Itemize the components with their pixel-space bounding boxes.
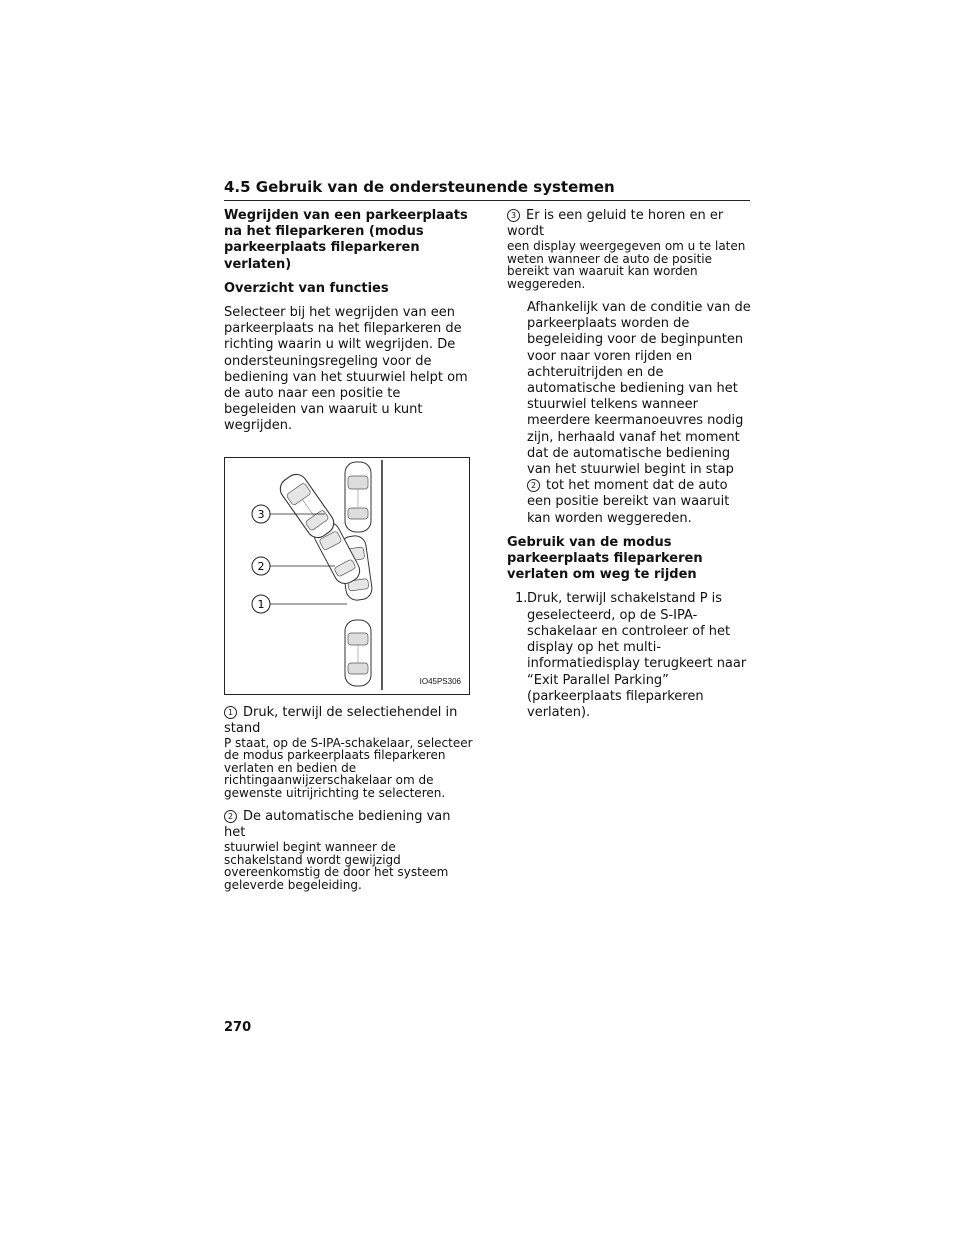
callout-2: 2 [257,559,265,573]
list-item-number: 1. [515,591,528,607]
usage-heading: Gebruik van de modus parkeerplaats fileparkeren verlaten om weg te rijden [507,534,703,583]
right-column [507,208,752,721]
note-paragraph [527,300,752,527]
intro-paragraph: Selecteer bij het wegrijden van een parkeerplaats na het fileparkeren de richting waarin u wilt wegrijden. De ondersteuningsregeling voor de bediening van het stuurwiel helpt om de auto naar een positie te begeleiden van waaruit u kunt wegrijden. [224,305,468,434]
note-text-part2: tot het moment dat de auto een positie bereikt van waaruit kan worden weggereden. [527,478,730,526]
step-1-number: 1 [224,706,237,719]
parked-car-front [345,462,371,532]
step-1 [224,705,474,799]
callout-3: 3 [257,507,265,521]
step-2 [224,809,474,891]
subheading: Overzicht van functies [224,280,389,296]
section-heading: Wegrijden van een parkeerplaats na het fileparkeren (modus parkeerplaats fileparkeren verlaten) [224,208,468,272]
page-number: 270 [224,1020,252,1035]
step-3-number: 3 [507,209,520,222]
step-1-text-rest: P staat, op de S-IPA-schakelaar, selecteer de modus parkeerplaats fileparkeren verlaten en bedien de richtingaanwijzerschakelaar om de gewenste uitrijrichting te selecteren. [224,736,473,800]
section-header: 4.5 Gebruik van de ondersteunende systemen [224,178,750,201]
note-text-part1: Afhankelijk van de conditie van de parkeerplaats worden de begeleiding voor de beginpunten voor naar voren rijden en achteruitrijden en de automatische bediening van het stuurwiel telkens wanneer meerdere keermanoeuvres nodig zijn, herhaald vanaf het moment dat de automatische bediening van het stuurwiel begint in stap [527,300,751,478]
step-3-text-rest: een display weergegeven om u te laten weten wanneer de auto de positie bereikt van waaruit kan worden weggereden. [507,239,746,291]
step-2-text-rest: stuurwiel begint wanneer de schakelstand wordt gewijzigd overeenkomstig de door het systeem geleverde begeleiding. [224,840,449,892]
step-2-number: 2 [224,810,237,823]
step-3 [507,208,752,290]
step-2-text-first: De automatische bediening van het [224,809,451,841]
parked-car-rear [345,620,371,686]
step-3-text-first: Er is een geluid te horen en er wordt [507,208,724,240]
list-item-1 [507,591,752,721]
figure-code: IO45PS306 [419,677,461,687]
car-position-3 [276,470,338,542]
parking-illustration [224,457,470,695]
step-1-text-first: Druk, terwijl de selectiehendel in stand [224,704,458,736]
left-column [224,208,474,901]
note-step-ref: 2 [527,479,540,492]
callout-1: 1 [257,597,265,611]
list-item-text: Druk, terwijl schakelstand P is geselecteerd, op de S-IPA-schakelaar en controleer of het display op het multi-informatiedisplay terugkeert naar “Exit Parallel Parking” (parkeerplaats fileparkeren verlaten). [527,591,747,720]
